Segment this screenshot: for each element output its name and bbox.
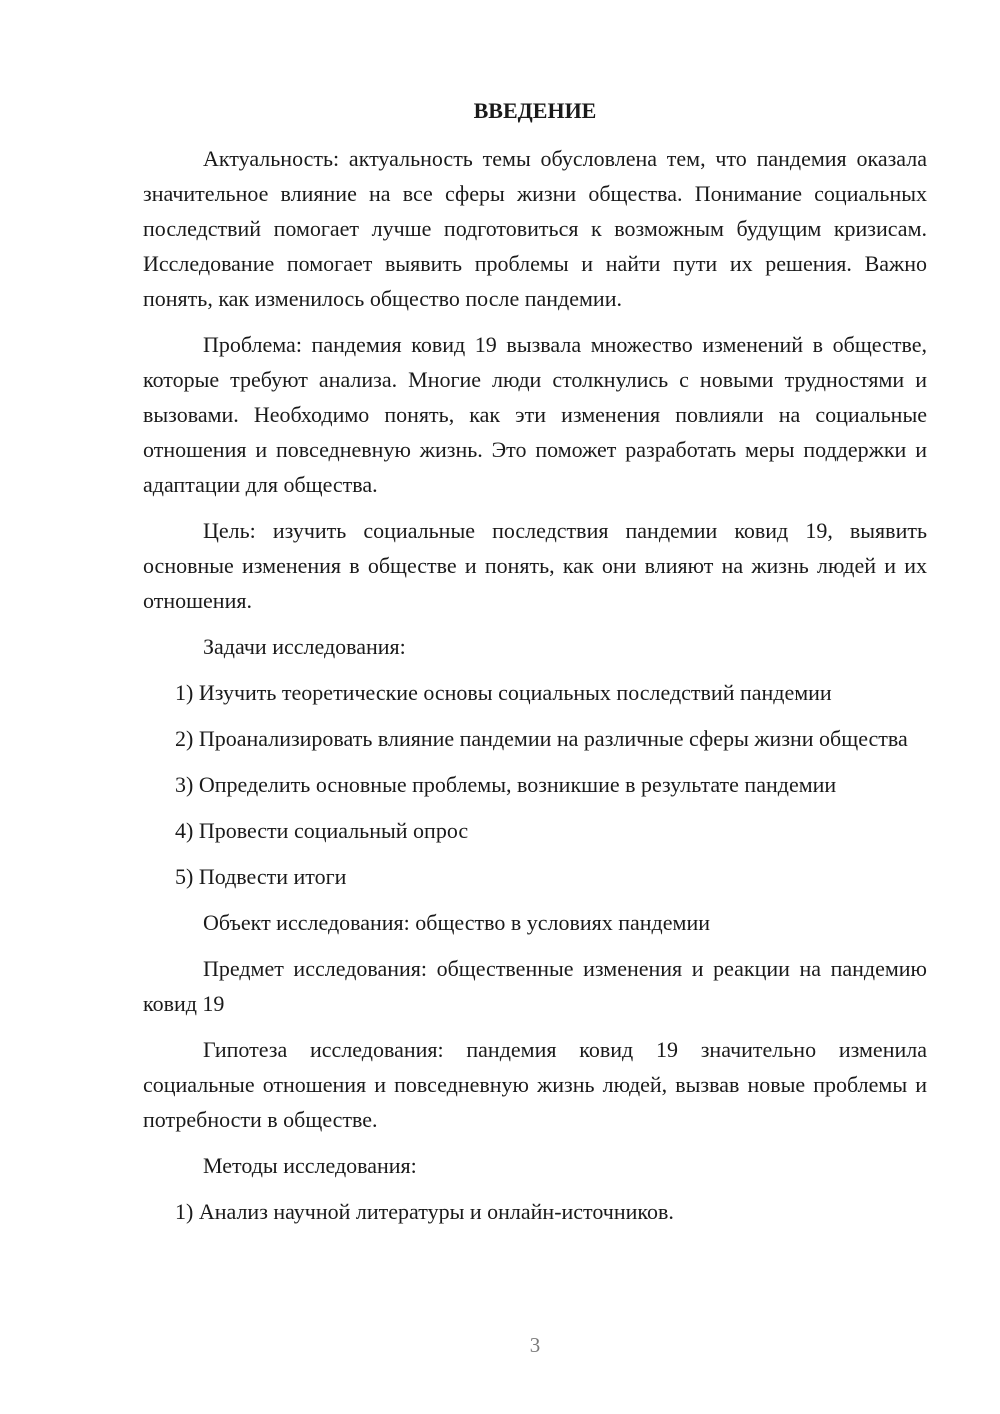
goal-paragraph: Цель: изучить социальные последствия пандемии ковид 19, выявить основные изменения в обществе и понять, как они влияют на жизнь людей и их отношения.: [143, 518, 927, 613]
task-item-2: 2) Проанализировать влияние пандемии на различные сферы жизни общества: [175, 726, 908, 751]
method-item-1: 1) Анализ научной литературы и онлайн-источников.: [175, 1199, 674, 1224]
tasks-heading: Задачи исследования:: [203, 634, 406, 659]
section-title: ВВЕДЕНИЕ: [473, 98, 597, 123]
task-item-5: 5) Подвести итоги: [175, 864, 347, 889]
methods-heading: Методы исследования:: [203, 1153, 417, 1178]
hypothesis-paragraph: Гипотеза исследования: пандемия ковид 19 значительно изменила социальные отношения и повседневную жизнь людей, вызвав новые проблемы и потребности в обществе.: [143, 1037, 927, 1132]
problem-paragraph: Проблема: пандемия ковид 19 вызвала множество изменений в обществе, которые требуют анализа. Многие люди столкнулись с новыми трудностями и вызовами. Необходимо понять, как эти изменения повлияли на социальные отношения и повседневную жизнь. Это поможет разработать меры поддержки и адаптации для общества.: [143, 332, 927, 497]
object-paragraph: Объект исследования: общество в условиях пандемии: [203, 910, 710, 935]
page-number: 3: [529, 1333, 541, 1357]
task-item-4: 4) Провести социальный опрос: [175, 818, 469, 843]
subject-paragraph: Предмет исследования: общественные изменения и реакции на пандемию ковид 19: [143, 956, 927, 1016]
task-item-1: 1) Изучить теоретические основы социальных последствий пандемии: [175, 680, 832, 705]
document-page: [143, 95, 927, 1229]
relevance-paragraph: Актуальность: актуальность темы обусловлена тем, что пандемия оказала значительное влияние на все сферы жизни общества. Понимание социальных последствий помогает лучше подготовиться к возможным будущим кризисам. Исследование помогает выявить проблемы и найти пути их решения. Важно понять, как изменилось общество после пандемии.: [143, 146, 927, 311]
task-item-3: 3) Определить основные проблемы, возникшие в результате пандемии: [175, 772, 837, 797]
